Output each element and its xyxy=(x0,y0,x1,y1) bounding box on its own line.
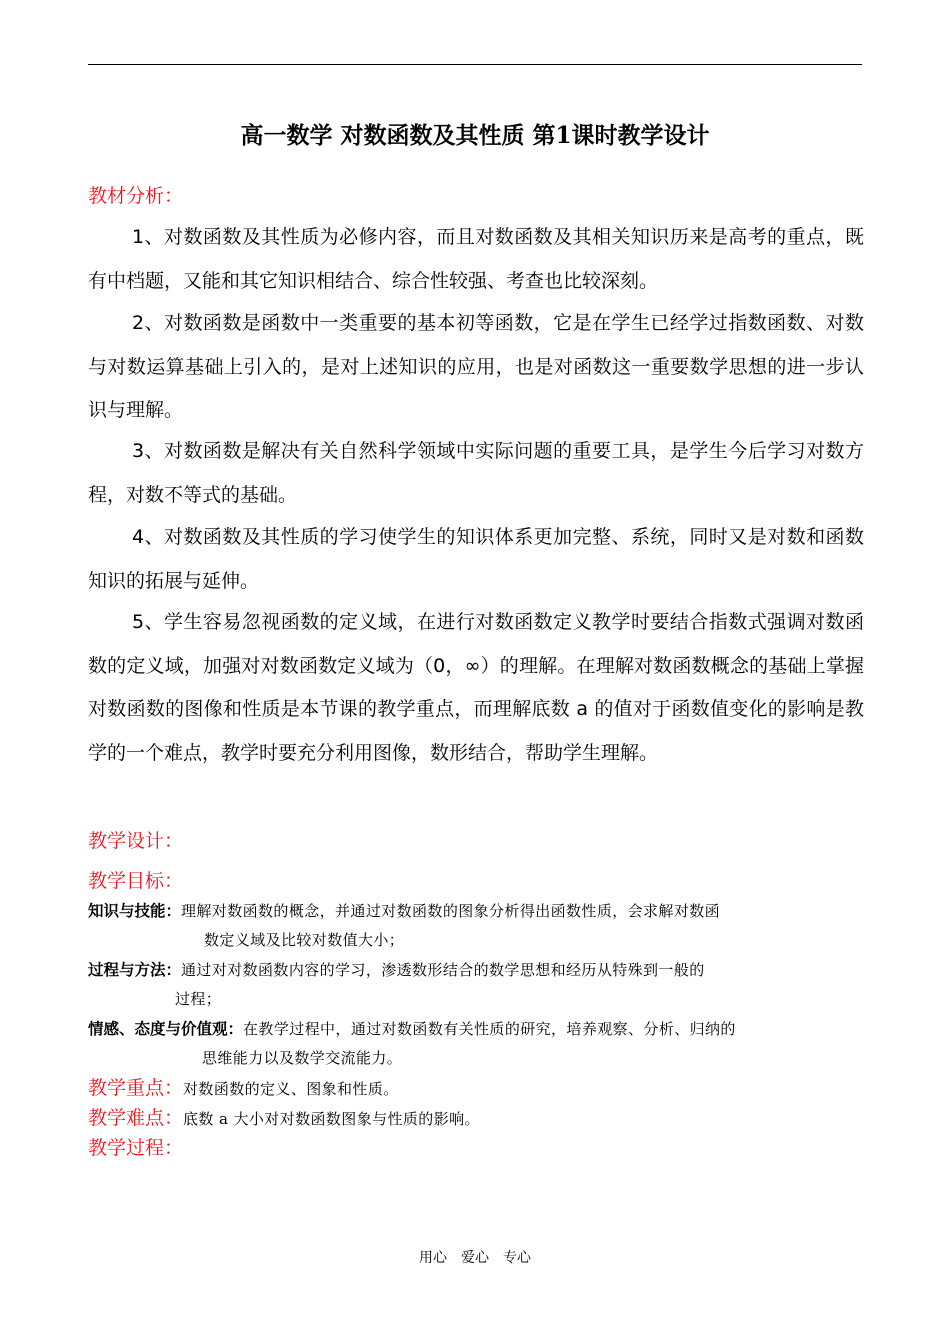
paragraph-3: 3、对数函数是解决有关自然科学领域中实际问题的重要工具，是学生今后学习对数方程，对数不等式的基础。 xyxy=(88,440,864,506)
goal-process-text: 通过对对数函数内容的学习，渗透数形结合的数学思想和经历从特殊到一般的 xyxy=(181,961,705,979)
heading-teaching-process: 教学过程： xyxy=(88,1137,184,1159)
key-point-label: 教学重点： xyxy=(88,1077,184,1099)
paragraph-5: 5、学生容易忽视函数的定义域，在进行对数函数定义教学时要结合指数式强调对数函数的定义域，加强对对数函数定义域为（0，∞）的理解。在理解对数函数概念的基础上掌握对数函数的图像和性质是本节课的教学重点，而理解底数 a 的值对于函数值变化的影响是教学的一个难点，教学时要充分利用图像，数形结合，帮助学生理解。 xyxy=(88,611,864,764)
goal-emotion-text: 在教学过程中，通过对数函数有关性质的研究，培养观察、分析、归纳的 xyxy=(243,1020,736,1038)
heading-teaching-design: 教学设计： xyxy=(88,830,184,852)
goal-knowledge-text-cont: 数定义域及比较对数值大小； xyxy=(204,931,405,949)
goal-knowledge xyxy=(88,897,864,955)
key-point xyxy=(88,1074,864,1104)
difficulty-text: 底数 a 大小对对数函数图象与性质的影响。 xyxy=(183,1110,480,1128)
goal-emotion-text-cont: 思维能力以及数学交流能力。 xyxy=(202,1049,403,1067)
goal-knowledge-text: 理解对数函数的概念，并通过对数函数的图象分析得出函数性质，会求解对数函 xyxy=(181,902,721,920)
header-rule xyxy=(88,64,862,65)
goal-process-label: 过程与方法： xyxy=(88,961,182,979)
heading-material-analysis: 教材分析： xyxy=(88,185,184,207)
key-point-text: 对数函数的定义、图象和性质。 xyxy=(183,1080,399,1098)
goal-process-text-cont: 过程； xyxy=(175,990,222,1008)
document-title: 高一数学 对数函数及其性质 第1课时教学设计 xyxy=(240,122,710,149)
goal-process xyxy=(88,956,864,1014)
page-footer: 用心 爱心 专心 xyxy=(419,1250,531,1266)
goal-emotion xyxy=(88,1015,864,1073)
paragraph-2: 2、对数函数是函数中一类重要的基本初等函数，它是在学生已经学过指数函数、对数与对数运算基础上引入的，是对上述知识的应用，也是对函数这一重要数学思想的进一步认识与理解。 xyxy=(88,312,864,421)
heading-teaching-goals: 教学目标： xyxy=(88,870,184,892)
paragraph-4: 4、对数函数及其性质的学习使学生的知识体系更加完整、系统，同时又是对数和函数知识的拓展与延伸。 xyxy=(88,526,864,592)
goal-emotion-label: 情感、态度与价值观： xyxy=(88,1020,244,1038)
paragraph-1: 1、对数函数及其性质为必修内容，而且对数函数及其相关知识历来是高考的重点，既有中档题，又能和其它知识相结合、综合性较强、考查也比较深刻。 xyxy=(88,226,864,292)
goal-knowledge-label: 知识与技能： xyxy=(88,902,182,920)
difficulty xyxy=(88,1104,864,1134)
difficulty-label: 教学难点： xyxy=(88,1107,184,1129)
